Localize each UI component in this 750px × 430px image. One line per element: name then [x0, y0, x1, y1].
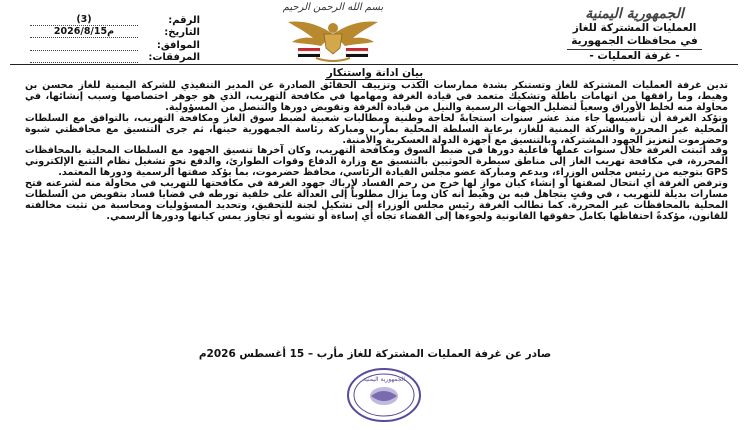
statement-title: بيان ادانة واستنكار	[326, 67, 424, 79]
date-label: التاريخ:	[164, 27, 200, 39]
corresponding-row	[30, 39, 200, 52]
body-paragraph-3: وقد أثبتت الغرفة خلال سنوات عملها فاعلية دورها في ضبط السوق ومكافحة التهريب، وكان آخرها تنسيق الجهود مع السلطات المحلية بالمحافظات المحررة، في مكافحة تهريب الغاز إلى مناطق سيطرة الحوثيين بالتنسيق مع وزارة الدفاع وقوات الطوارئ، والدفع نحو تشغيل نظام التتبع الإلكتروني GPS بتوجيه من رئيس مجلس الوزراء، وبدعم ومباركة عضو مجلس القيادة الرئاسي، محافظ حضرموت، بما يؤكد صفتها الرسمية ودورها المعتمد.	[25, 145, 728, 179]
header-org-line3: - غرفة العمليات -	[589, 50, 680, 62]
body-paragraph-1: تدين غرفة العمليات المشتركة للغاز وتستنكر بشدة ممارسات الكذب وتزييف الحقائق الصادرة عن المدير التنفيذي للشركة اليمنية للغاز محسن بن وهيط، وما رافقها من اتهامات باطلة وتشكيك متعمد في قيادة الغرفة ومهامها في مكافحة التهريب، الذي هو جوهر اختصاصها وسبب إنشائها، في محاولة منه لخلط الأوراق وسعياً لتضليل الجهات الرسمية والنيل من قيادة الغرفة وتقويض دورها والتنصل من المسؤولية.	[25, 80, 728, 113]
official-stamp-icon	[345, 366, 423, 424]
header-left-block	[30, 14, 200, 64]
basmala-caption: بسم الله الرحمن الرحيم	[282, 2, 384, 13]
header-org-line1: العمليات المشتركة للغاز	[572, 22, 697, 34]
stamp-text: الجمهورية اليمنية	[362, 376, 406, 383]
header-org-line2: في محافظات الجمهورية	[547, 35, 722, 50]
ref-value: (3)	[30, 15, 138, 26]
yemen-eagle-emblem-icon	[258, 4, 408, 64]
issued-by-line: صادر عن غرفة العمليات المشتركة للغاز مأرب – 15 أغسطس 2026م	[198, 348, 552, 360]
header-right-block	[547, 6, 722, 63]
government-name: الجمهورية اليمنية	[585, 6, 684, 22]
header-divider	[10, 64, 738, 65]
attachments-label: المرفقات:	[148, 52, 200, 64]
attachments-row	[30, 52, 200, 65]
ref-label: الرقم:	[168, 14, 200, 26]
body-paragraph-4: وترفض الغرفة أي انتحال لصفتها أو إنشاء كيان موازٍ لها خرج من رحم الفساد لإرباك جهود الغرفة في مكافحتها للتهريب في محاولة منه لشرعنه فتح مسارات بديلة للتهريب ، في وقتٍ يتجاهل فيه بن وهيط أنه كان وما يزال مطلوباً إلى العدالة على خلفية تورطه في قضايا فساد بتفويض من السلطات المحلية بالمحافظات غير المحررة. كما تطالب الغرفة رئيس مجلس الوزراء إلى تشكيل لجنة للتحقيق، وتحديد المسؤوليات ومحاسبة من تثبت مخالفته للقانون، مؤكدةً احتفاظها بكامل حقوقها القانونية ولجوءها إلى القضاء تجاه أي إساءة أو تشويه أو تجاوز يمس كيانها ودورها الرسمي.	[25, 178, 728, 222]
statement-body	[25, 81, 728, 223]
attachments-value	[30, 52, 138, 63]
body-paragraph-2: وتؤكد الغرفة أن تأسيسها جاء منذ عشر سنوات استجابةً لحاجة وطنية ومطالبات شعبية لضبط سوق الغاز ومكافحة التهريب، بالتوافق مع السلطات المحلية غير المحررة والشركة اليمنية للغاز، برعاية السلطة المحلية بمأرب ومباركة رئاسة الجمهورية حينها، ثم جرى التنسيق مع محافظتي شبوة وحضرموت لتعزيز الجهود المشتركة، وبالتنسيق مع أجهزة الدولة العسكرية والأمنية.	[25, 112, 728, 146]
date-value: 2026/8/15م	[30, 27, 138, 38]
corresponding-label: الموافق:	[156, 39, 200, 51]
corresponding-value	[30, 40, 138, 51]
date-row	[30, 27, 200, 40]
ref-row	[30, 14, 200, 27]
